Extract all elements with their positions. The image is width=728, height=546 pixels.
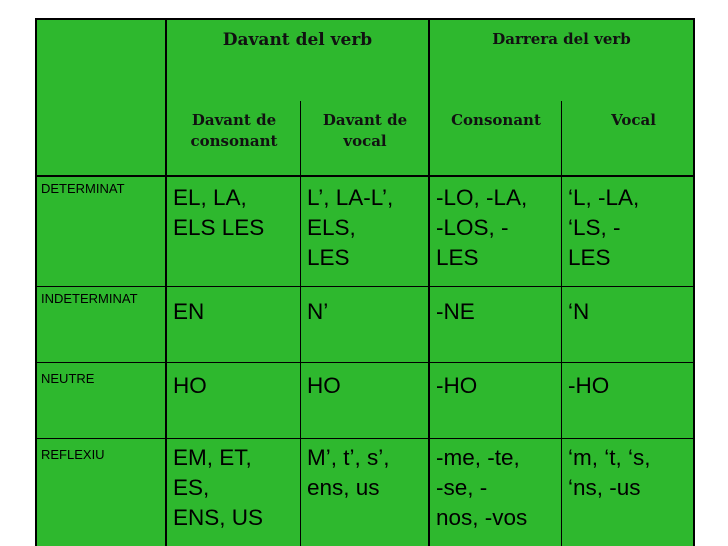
- table-cell: -HO: [568, 373, 610, 398]
- row-label-reflexiu: REFLEXIU: [41, 447, 105, 462]
- row-label-neutre: NEUTRE: [41, 371, 95, 386]
- table-cell: EL, LA, ELS LES: [173, 185, 265, 240]
- table-cell: -me, -te, -se, - nos, -vos: [436, 445, 528, 530]
- table-cell: EM, ET, ES, ENS, US: [173, 445, 264, 530]
- header-sub-davant-vocal: Davant de vocal: [322, 111, 408, 150]
- table-cell: -LO, -LA, -LOS, - LES: [436, 185, 528, 270]
- grid-line: [693, 18, 695, 546]
- articles-table: [35, 18, 695, 546]
- header-sub-vocal: Vocal: [611, 111, 656, 129]
- table-cell: HO: [173, 373, 207, 398]
- row-label-determinat: DETERMINAT: [41, 181, 125, 196]
- table-cell: -NE: [436, 299, 475, 324]
- header-sub-davant-consonant: Davant de consonant: [190, 111, 278, 150]
- header-group-before: Davant del verb: [222, 30, 373, 50]
- table-cell: L’, LA-L’, ELS, LES: [307, 185, 394, 270]
- table-cell: EN: [173, 299, 205, 324]
- table-cell: ‘N: [568, 299, 590, 324]
- table-cell: M’, t’, s’, ens, us: [307, 445, 390, 500]
- table-cell: ‘L, -LA, ‘LS, - LES: [568, 185, 640, 270]
- table-cell: N’: [307, 299, 329, 324]
- header-sub-consonant: Consonant: [451, 111, 541, 129]
- row-label-indeterminat: INDETERMINAT: [41, 291, 138, 306]
- grid-line: [35, 18, 695, 20]
- table-cell: HO: [307, 373, 341, 398]
- table-cell: -HO: [436, 373, 478, 398]
- header-group-after: Darrera del verb: [492, 30, 631, 48]
- table-cell: ‘m, ‘t, ‘s, ‘ns, -us: [568, 445, 651, 500]
